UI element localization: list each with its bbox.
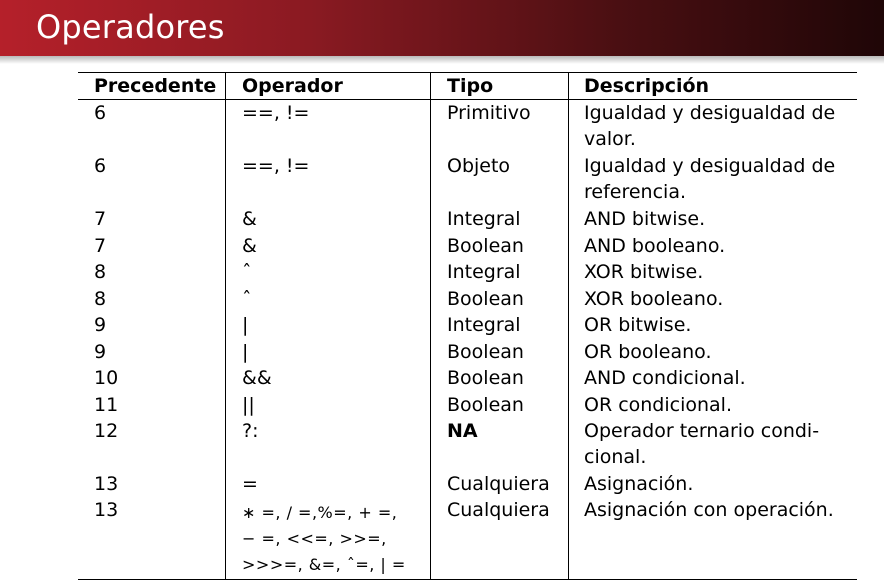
cell-tipo: Boolean xyxy=(447,288,524,310)
cell-precedente: 9 xyxy=(94,314,107,336)
cell-descripcion: OR booleano. xyxy=(584,341,712,363)
cell-tipo: Cualquiera xyxy=(447,499,550,521)
column-divider xyxy=(225,73,226,579)
cell-precedente: 13 xyxy=(94,499,119,521)
cell-tipo: Boolean xyxy=(447,235,524,257)
cell-descripcion: AND bitwise. xyxy=(584,208,706,230)
cell-operador: & xyxy=(242,208,257,230)
cell-tipo: Objeto xyxy=(447,155,511,177)
cell-descripcion: XOR bitwise. xyxy=(584,261,704,283)
cell-operador: | xyxy=(242,341,249,363)
cell-operador: ?: xyxy=(242,420,259,442)
column-divider xyxy=(430,73,431,579)
slide-title: Operadores xyxy=(36,8,225,46)
cell-descripcion: OR condicional. xyxy=(584,394,733,416)
cell-operador: && xyxy=(242,367,272,389)
cell-tipo: Boolean xyxy=(447,394,524,416)
cell-descripcion-cont: referencia. xyxy=(584,181,686,203)
cell-precedente: 7 xyxy=(94,208,107,230)
cell-tipo: Cualquiera xyxy=(447,473,550,495)
cell-descripcion: Igualdad y desigualdad de xyxy=(584,102,836,124)
cell-operador: | xyxy=(242,314,249,336)
cell-operador: ==, != xyxy=(242,102,310,124)
cell-operador: ˆ xyxy=(242,261,252,283)
cell-tipo: Primitivo xyxy=(447,102,531,124)
cell-precedente: 8 xyxy=(94,288,107,310)
cell-descripcion: AND booleano. xyxy=(584,235,726,257)
cell-descripcion: Asignación con operación. xyxy=(584,499,834,521)
cell-tipo: NA xyxy=(447,420,478,442)
cell-tipo: Integral xyxy=(447,261,521,283)
cell-precedente: 8 xyxy=(94,261,107,283)
cell-descripcion-cont: valor. xyxy=(584,128,636,150)
column-divider xyxy=(568,73,569,579)
header-tipo: Tipo xyxy=(447,75,494,97)
cell-descripcion: XOR booleano. xyxy=(584,288,724,310)
cell-operador: ˆ xyxy=(242,288,252,310)
cell-operador: ==, != xyxy=(242,155,310,177)
cell-precedente: 6 xyxy=(94,102,107,124)
cell-descripcion: Asignación. xyxy=(584,473,694,495)
cell-operador: || xyxy=(242,394,255,416)
cell-precedente: 10 xyxy=(94,367,119,389)
cell-operador: = xyxy=(242,473,258,495)
cell-descripcion: Igualdad y desigualdad de xyxy=(584,155,836,177)
header-operador: Operador xyxy=(242,75,343,97)
cell-tipo: Integral xyxy=(447,208,521,230)
cell-operador-cont: − =, <<=, >>=, xyxy=(242,529,387,548)
title-shadow xyxy=(0,56,884,64)
header-descripcion: Descripción xyxy=(584,75,710,97)
cell-tipo: Boolean xyxy=(447,341,524,363)
cell-descripcion: Operador ternario condi- xyxy=(584,420,820,442)
title-bar xyxy=(0,0,884,56)
cell-tipo: Boolean xyxy=(447,367,524,389)
cell-descripcion-cont: cional. xyxy=(584,446,647,468)
cell-precedente: 13 xyxy=(94,473,119,495)
cell-tipo: Integral xyxy=(447,314,521,336)
operators-table xyxy=(78,72,857,580)
cell-operador: & xyxy=(242,235,257,257)
cell-descripcion: OR bitwise. xyxy=(584,314,692,336)
cell-precedente: 11 xyxy=(94,394,119,416)
header-precedente: Precedente xyxy=(94,75,217,97)
cell-precedente: 7 xyxy=(94,235,107,257)
cell-precedente: 12 xyxy=(94,420,119,442)
cell-operador-cont: >>>=, &=, ˆ=, | = xyxy=(242,555,406,574)
cell-descripcion: AND condicional. xyxy=(584,367,746,389)
cell-precedente: 9 xyxy=(94,341,107,363)
cell-operador: ∗ =, / =,%=, + =, xyxy=(242,503,398,522)
cell-precedente: 6 xyxy=(94,155,107,177)
